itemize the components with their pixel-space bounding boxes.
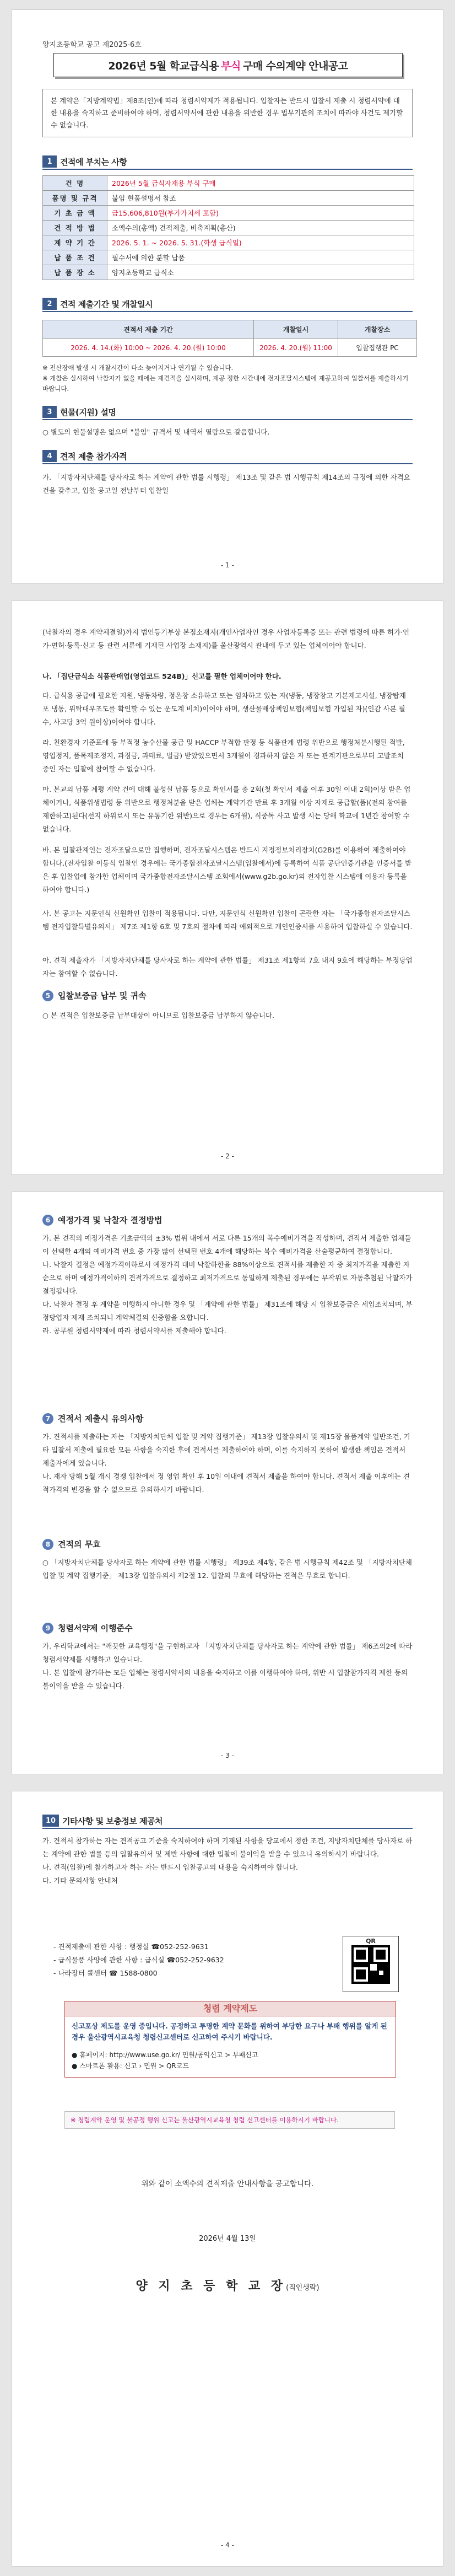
page-1 [12,10,443,583]
schedule-cell: 2026. 4. 14.(화) 10:00 ~ 2026. 4. 20.(월) 10:00 [43,339,254,357]
info-key: 납 품 장 소 [43,265,107,280]
schedule-header: 견적서 제출 기간 [43,320,254,339]
info-key: 건 명 [43,176,107,191]
note: ※ 전산장애 발생 시 개찰시간이 다소 늦어지거나 연기될 수 있습니다. [42,364,234,372]
schedule-header: 개찰일시 [254,320,338,339]
info-key: 납 품 조 건 [43,250,107,265]
qr-box [343,1936,399,1992]
clean-contract-box [64,2001,396,2078]
info-value: 붙임 현품설명서 참조 [107,191,414,206]
info-key: 계 약 기 간 [43,235,107,250]
signer: 양 지 초 등 학 교 장(직인생략) [136,2279,319,2293]
contact-item: - 견적제출에 관한 사항 : 행정실 ☎052-252-9631 [53,1942,209,1951]
section-number: 10 [42,1815,59,1827]
section-divider [42,169,413,170]
section-divider [42,463,413,464]
section-7-list [42,1430,413,1496]
clean-links [65,2047,396,2077]
info-row [43,265,414,280]
section-1-header [42,154,127,169]
list-item: 다. 기타 문의사항 안내처 [42,1876,118,1885]
schedule-cell: 입찰집행관 PC [338,339,417,357]
section-4-para: 바. 본 입찰관계인는 전자조달으로만 집행하며, 전자조달시스템은 반드시 지정정보처리장치(G2B)를 이용하여 제출하여야 합니다.(전자입찰 이동식 입찰인 경우에는 국가종합전자조달시스템(입찰에서)에 등록하여 식품 공단인증기관을 인증서를 받은 후 입찰업에 참가한 업체이며 국가종합전자조달시스템 조회에서(www.g2b.go.kr)의 전자입찰 시스템에 이용자 등록을 하여야 합니다.) [42,846,412,894]
section-title: 청렴서약제 이행준수 [58,1623,133,1633]
info-row [43,235,414,250]
list-item: 가. 견적서 참가하는 자는 견적공고 기준을 숙지하여야 하며 기재된 사항을 당교에서 정한 조건, 지방자치단체를 당사자로 하는 계약에 관한 법률 등의 입찰유의서 및 제반 사항에 대한 입찰에 불이익을 받을 수 있으니 유의하시기 바랍니다. [42,1837,413,1858]
section-title: 견적의 무효 [58,1539,101,1549]
section-4-para: 아. 견적 제출자가 「지방자치단체를 당사자로 하는 계약에 관한 법률」 제31조 제1항의 7호 내지 9호에 해당하는 부정당업자는 참여할 수 없습니다. [42,956,413,978]
title-post: 구매 수의계약 안내공고 [242,60,348,72]
smartphone-link: ● 스마트폰 활용: 신고 › 민원 > QR코드 [72,2062,189,2070]
section-5-header [42,990,147,1001]
section-divider [42,419,413,420]
info-row [43,221,414,235]
section-title: 입찰보증금 납부 및 귀속 [58,991,147,1001]
qr-code-icon [351,1945,390,1984]
section-4-header [42,449,127,463]
section-3-text: ○ 별도의 현물설명은 없으며 "붙임" 규격서 및 내역서 열람으로 갈음합니다. [42,428,270,436]
schedule-header: 개찰장소 [338,320,417,339]
list-item: 가. 우리학교에서는 "깨끗한 교육행정"을 구현하고자 「지방자치단체를 당사자로 하는 계약에 관한 법률」 제6조의2에 따라 청렴서약제를 시행하고 있습니다. [42,1642,413,1663]
list-item: 나. 견적(입찰)에 참가하고자 하는 자는 반드시 입찰공고의 내용을 숙지하여야 합니다. [42,1863,299,1871]
list-item: 라. 공무원 청렴서약제에 따라 청렴서약서를 제출해야 합니다. [42,1327,226,1335]
info-key: 기 초 금 액 [43,206,107,221]
list-item: 가. 견적서를 제출하는 자는 「지방자치단체 입찰 및 계약 집행기준」 제13장 입찰유의서 및 제15장 물품계약 일반조건, 기타 입찰서 제출에 필요한 모든 사항을 숙지한 후에 견적서를 제출하여야 하며, 이를 숙지하지 못하여 발생한 책임은 견적서 제출자에게 있습니다. [42,1432,410,1467]
section-number: 8 [42,1539,53,1550]
info-value: 소액수의(총액) 견적제출, 비축계획(총산) [107,221,414,235]
page-number: - 2 - [221,1152,234,1160]
info-key: 품명 및 규격 [43,191,107,206]
section-title: 현물(지원) 설명 [60,407,116,417]
page-number: - 3 - [221,1752,234,1759]
section-10-header [42,1813,162,1828]
section-number: 7 [42,1413,53,1424]
section-number: 5 [42,990,53,1001]
section-4-para: 가. 「지방자치단체를 당사자로 하는 계약에 관한 법률 시행령」 제13조 및 같은 법 시행규칙 제14조의 규정에 의한 자격요건을 갖추고, 입찰 공고일 전날부터 입찰일 [42,473,410,495]
section-divider [42,1828,413,1829]
clean-contract-body: 신고포상 제도를 운영 중입니다. 공정하고 투명한 계약 문화를 위하여 부당한 요구나 부패 행위를 알게 된 경우 울산광역시교육청 청렴신고센터로 신고하여 주시기 바랍니다. [72,2022,387,2041]
section-4-para: 라. 친환경자 기준표에 등 부적정 농수산물 공급 및 HACCP 부적합 판정 등 식품관계 법령 위반으로 행정처분시행된 적발, 영업정지, 품목제조정지, 과징금, 과태료, 벌금) 받았었으면서 3개월이 경과하지 않은 자 또는 관계기관으로부터 고발조치 중인 자는 입찰에 참여할 수 없습니다. [42,738,405,773]
info-value: 필수서에 의한 분할 납품 [107,250,414,265]
tip-box: ※ 청렴계약 운영 및 불공정 행위 신고는 울산광역시교육청 청렴 신고센터를 이용하시기 바랍니다. [64,2111,395,2129]
section-2-header [42,297,153,311]
info-value: 2026. 5. 1. ~ 2026. 5. 31.(학생 급식일) [107,235,414,250]
page-3 [12,1192,443,1774]
list-item: 나. 낙찰자 결정은 예정가격이하로서 예정가격 대비 낙찰하한율 88%이상으로 견적서를 제출한 자 중 최저가격을 제출한 자 순으로 하며 예정가격이하의 견적가격으로 결정하고 최저가격으로 동일하게 제출된 경우에는 무작위로 자동추첨된 낙찰자가 결정됩니다. [42,1260,413,1295]
section-7-header [42,1413,143,1424]
info-row [43,250,414,265]
section-title: 견적 제출기간 및 개찰일시 [60,299,153,309]
schedule-table [42,320,417,357]
info-value: 금15,606,810원(부가가치세 포함) [107,206,414,221]
section-divider [42,311,413,312]
intro-box: 본 계약은「지방계약법」제8조(인)에 따라 청렴서약제가 적용됩니다. 입찰자는 반드시 입찰서 제출 시 청렴서약에 대한 내용을 숙지하고 준비하여야 하며, 청렴서약서에 관한 내용을 위반한 경우 법무기관의 조치에 따라야 사건도 제기할 수 없습니다. [42,89,413,137]
info-value: 양지초등학교 급식소 [107,265,414,280]
list-item: 나. 본 입찰에 참가하는 모든 업체는 청렴서약서의 내용을 숙지하고 이를 이행하여야 하며, 위반 시 입찰참가자격 제한 등의 불이익을 받을 수 있습니다. [42,1668,408,1690]
closing-line: 위와 같이 소액수의 견적제출 안내사항을 공고합니다. [141,2180,314,2188]
section-6-list [42,1232,413,1338]
qr-label: QR [366,1938,376,1945]
section-number: 1 [42,155,57,168]
section-3-header [42,405,116,419]
info-table [42,175,414,280]
section-title: 기타사항 및 보충정보 제공처 [62,1816,163,1826]
title-pre: 2026년 5월 학교급식용 [108,60,219,72]
list-item: 나. 재자 당해 5월 개시 경쟁 입찰에서 정 영업 확인 후 10일 이내에 견적서 제출을 하여야 합니다. 견적서 제출 이후에는 견적가격의 변경을 할 수 없으므로 유의하시기 바랍니다. [42,1472,410,1494]
section-4-para: 사. 본 공고는 지문인식 신원확인 입찰이 적용됩니다. 다만, 지문인식 신원확인 입찰이 곤란한 자는 「국가종합전자조달시스템 전자입찰특별유의서」 제7조 제1항 6호 및 7호의 절차에 따라 예외적으로 개인인증서를 사용하여 입찰하실 수 있습니다. [42,909,413,931]
section-number: 2 [42,298,57,310]
section-8-text: ○ 「지방자치단체를 당사자로 하는 계약에 관한 법률 시행령」 제39조 제4항, 같은 법 시행규칙 제42조 및 「지방자치단체 입찰 및 계약 집행기준」 제13장 입찰유의서 제2절 12. 입찰의 무효에 해당하는 견적은 무효로 합니다. [42,1558,412,1580]
section-number: 9 [42,1623,53,1634]
info-key: 견 적 방 법 [43,221,107,235]
section-number: 3 [42,406,57,418]
info-row [43,206,414,221]
note: ※ 개찰은 실시하여 낙찰자가 없을 때에는 재견적을 실시하며, 재공 정한 시간내에 전자조달시스템에 재공고하여 입찰서를 제출하시기 바랍니다. [42,374,409,393]
section-4-para: 마. 본교의 납품 계평 계약 건에 대해 불성실 납품 등으로 확인서를 총 2회(첫 확인서 제출 이후 30일 이내 2회)이상 받은 업체이거나, 식품위생법령 등 위반으로 행정처분을 받은 업체는 계약기간 만료 후 3개월 이상 자재로 공급할(품)(전의 참여를 제한하고)된다(선지 하위로시 또는 유통기한 위반)으로 경우는 6개월), 식중독 사고 발생 시는 당해 학교에 1년간 참여할 수 없습니다. [42,785,411,833]
schedule-notes [42,363,413,394]
list-item: 가. 본 견적의 예정가격은 기초금액의 ±3% 범위 내에서 서로 다른 15개의 복수예비가격을 작성하며, 견적서 제출한 업체들이 선택한 4개의 예비가격 번호 중 가장 많이 선택된 번호 4개에 해당하는 복수 예비가격을 산술평균하여 결정합니다. [42,1234,411,1255]
page-2 [12,601,443,1174]
schedule-cell: 2026. 4. 20.(월) 11:00 [254,339,338,357]
info-value: 2026년 5월 급식자재용 부식 구매 [107,176,414,191]
contact-item: - 나라장터 콜센터 ☎ 1588-0800 [53,1969,158,1977]
page-4 [12,1791,443,2566]
section-number: 4 [42,450,57,462]
contact-list [53,1940,285,1980]
section-number: 6 [42,1215,53,1226]
section-6-header [42,1214,162,1226]
section-title: 예정가격 및 낙찰자 결정방법 [58,1215,162,1225]
section-title: 견적 제출 참가자격 [60,451,127,461]
page-number: - 4 - [221,2541,234,2549]
section-9-list [42,1640,413,1693]
section-8-header [42,1538,101,1550]
homepage-link[interactable]: ● 홈페이지: http://www.use.go.kr/ 민원/공익신고 > 부패신고 [72,2051,258,2059]
list-item: 다. 낙찰자 결정 후 계약을 이행하지 아니한 경우 및 「계약에 관한 법률」 제31조에 해당 시 입찰보증금은 세입조치되며, 부정당업자 제재 조치되니 계약체결의 신중함을 요합니다. [42,1300,413,1322]
section-9-header [42,1622,133,1634]
section-4-para: (낙찰자의 경우 계약체결일)까지 법인등기부상 본점소재지(개인사업자인 경우 사업자등록증 또는 관련 법령에 따른 허가·인가·면허·등록·신고 등 관련 서류에 기재된 사업장 소재지)를 울산광역시 관내에 두고 있는 업체이어야 합니다. [42,628,410,650]
section-10-list [42,1834,413,1887]
closing-date: 2026년 4월 13일 [199,2235,256,2243]
section-4-para: 나. 「집단급식소 식품판매업(영업코드 524B)」신고를 필한 업체이어야 한다. [42,672,281,680]
info-row [43,176,414,191]
title-highlight: 부식 [221,60,241,72]
section-5-text: ○ 본 견적은 입찰보증금 납부대상이 아니므로 입찰보증금 납부하지 않습니다. [42,1011,274,1019]
clean-contract-title: 청렴 계약제도 [65,2001,396,2016]
notice-number: 양지초등학교 공고 제2025-6호 [42,41,142,49]
page-number: - 1 - [221,561,234,569]
section-4-para: 다. 급식용 공급에 필요한 지원, 냉동차량, 정온창 소유하고 또는 임차하고 있는 자(냉동, 냉장창고 기본재고시설, 냉장탑재포 냉동, 위탁대우조도를 확인할 수 있는 운도계 비치)이어야 하며, 생산물배상책임보험(책임보험 가입된 자)(인감 사본 필수, 사고당 3억 원이상)이어야 합니다. [42,691,406,726]
section-title: 견적서 제출시 유의사항 [58,1414,144,1424]
contact-item: - 급식물품 사양에 관한 사항 : 급식실 ☎052-252-9632 [53,1956,224,1964]
info-row [43,191,414,206]
doc-title [53,53,403,77]
section-title: 견적에 부치는 사항 [60,157,127,167]
